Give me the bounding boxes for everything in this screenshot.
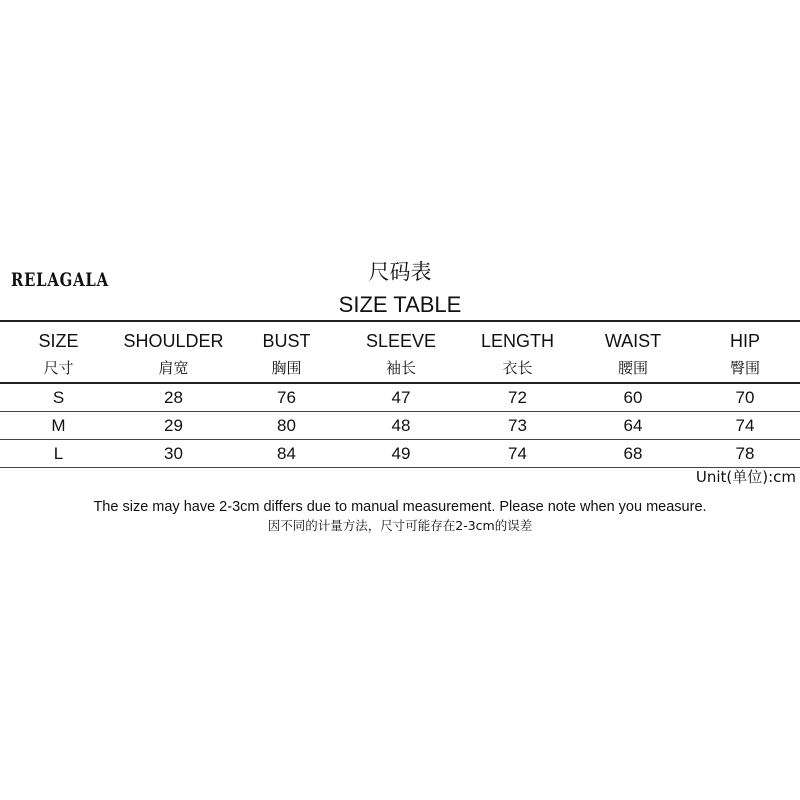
page-title-cn: 尺码表	[368, 260, 432, 284]
table-cell: M	[0, 412, 117, 440]
table-row	[0, 440, 800, 468]
table-cell: 73	[459, 412, 576, 440]
table-cell: 72	[459, 383, 576, 412]
column-header: LENGTH	[459, 321, 576, 352]
table-cell: 80	[230, 412, 343, 440]
table-cell: L	[0, 440, 117, 468]
table-cell: 64	[576, 412, 690, 440]
column-header: BUST	[230, 321, 343, 352]
column-header: HIP	[690, 321, 800, 352]
header-row-cn	[0, 352, 800, 383]
table-cell: 48	[343, 412, 459, 440]
brand-logo: RELAGALA	[11, 269, 109, 291]
table-cell: 78	[690, 440, 800, 468]
size-table	[0, 320, 800, 468]
header-row-en	[0, 321, 800, 352]
column-header-cn: 肩宽	[117, 352, 230, 383]
column-header: WAIST	[576, 321, 690, 352]
measurement-note-cn: 因不同的计量方法，尺寸可能存在2-3cm的误差	[267, 518, 533, 533]
page-title: SIZE TABLE	[338, 292, 462, 317]
table-cell: 47	[343, 383, 459, 412]
column-header-cn: 腰围	[576, 352, 690, 383]
table-cell: 84	[230, 440, 343, 468]
table-cell: 74	[459, 440, 576, 468]
table-cell: S	[0, 383, 117, 412]
column-header-cn: 胸围	[230, 352, 343, 383]
column-header-cn: 袖长	[343, 352, 459, 383]
column-header-cn: 衣长	[459, 352, 576, 383]
column-header-cn: 臀围	[690, 352, 800, 383]
table-cell: 29	[117, 412, 230, 440]
unit-label: Unit(单位):cm	[695, 468, 796, 486]
column-header: SIZE	[0, 321, 117, 352]
table-cell: 70	[690, 383, 800, 412]
table-row	[0, 383, 800, 412]
table-cell: 28	[117, 383, 230, 412]
column-header: SHOULDER	[117, 321, 230, 352]
table-cell: 74	[690, 412, 800, 440]
table-cell: 49	[343, 440, 459, 468]
measurement-note: The size may have 2-3cm differs due to manual measurement. Please note when you measure.	[93, 499, 707, 515]
table-cell: 76	[230, 383, 343, 412]
table-cell: 68	[576, 440, 690, 468]
column-header-cn: 尺寸	[0, 352, 117, 383]
column-header: SLEEVE	[343, 321, 459, 352]
table-cell: 60	[576, 383, 690, 412]
table-row	[0, 412, 800, 440]
table-cell: 30	[117, 440, 230, 468]
